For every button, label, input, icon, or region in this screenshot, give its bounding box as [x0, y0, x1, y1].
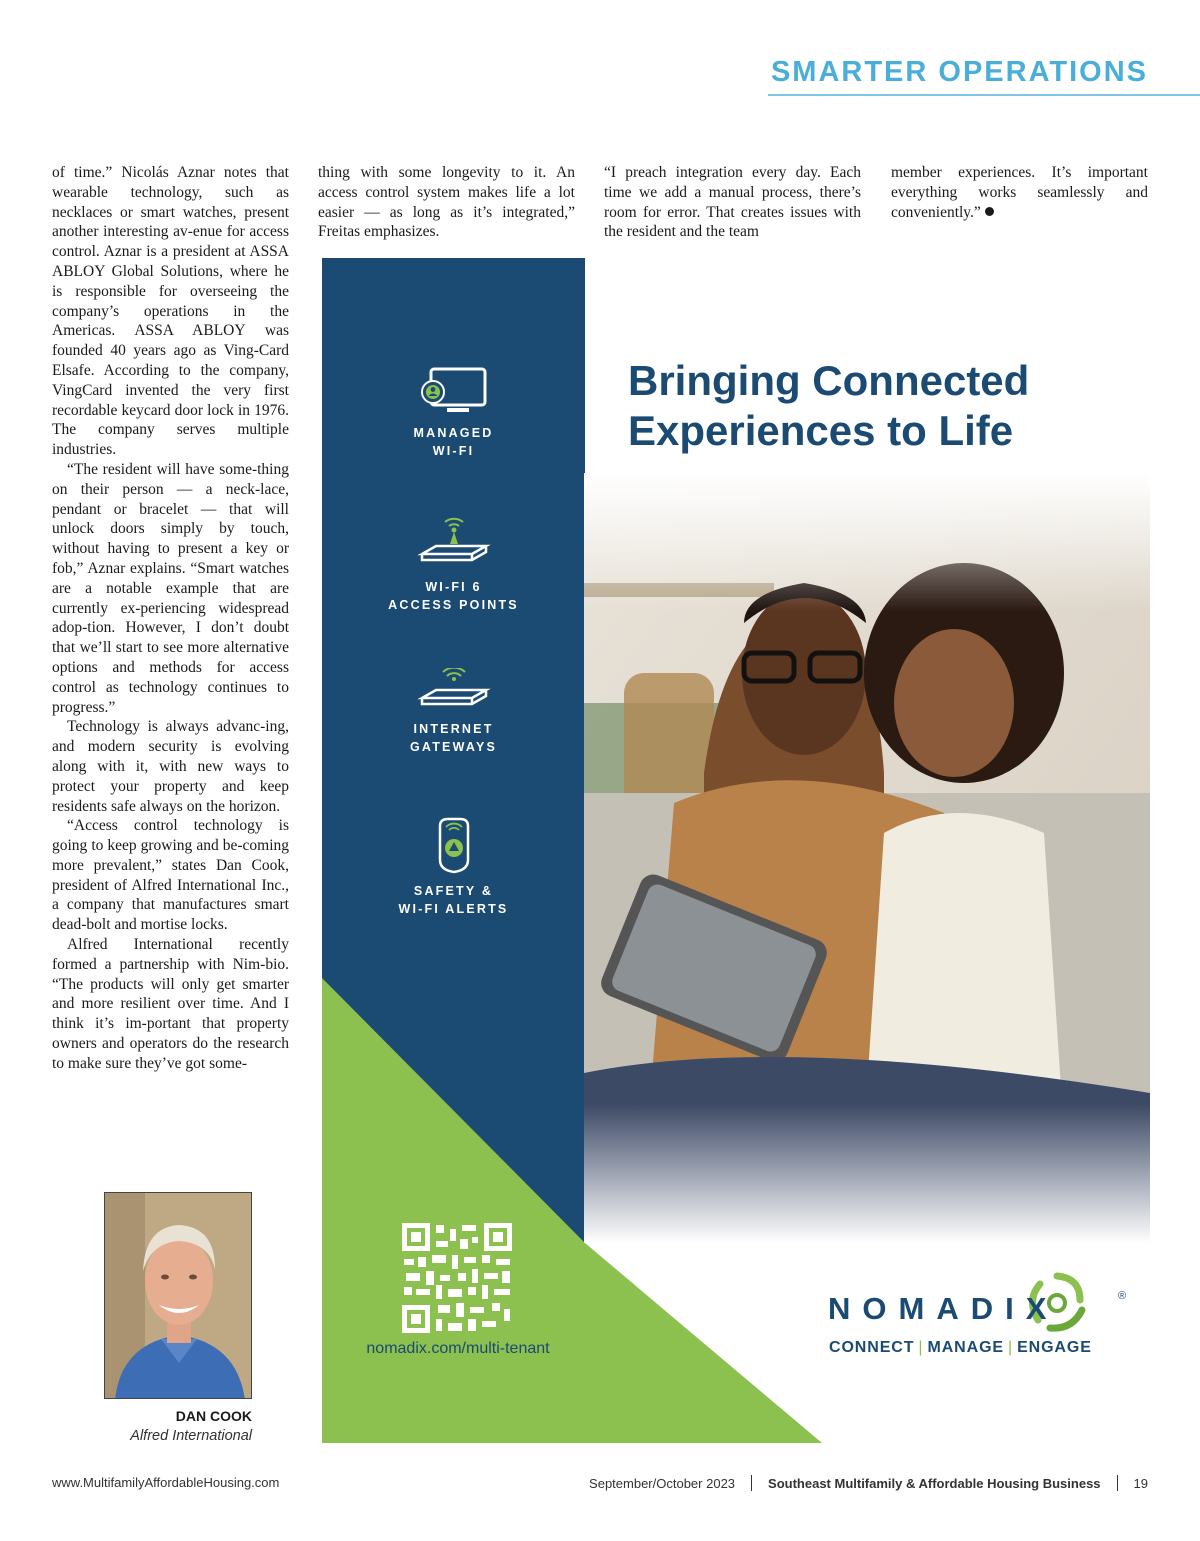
paragraph [891, 163, 1148, 222]
monitor-icon [419, 366, 489, 416]
paragraph-text: member experiences. It’s important everything works seamlessly and conveniently.” [891, 164, 1148, 221]
headline-line: Experiences to Life [628, 407, 1014, 454]
tagline-separator: | [1008, 1339, 1014, 1356]
photo-caption-name: DAN COOK [175, 1408, 252, 1424]
paragraph: “The resident will have some-thing on their person — a neck-lace, pendant or bracelet — that will unlock doors simply by touch, without having to present a key or fob,” Aznar explains. “Smart watches are a notable example that are currently ex-periencing widespread adop-tion. However, I don’t doubt that we’ll start to see more alternative options and methods for access control as technology continues to progress.” [52, 460, 289, 716]
feature-label: WI-FI 6 [425, 580, 482, 594]
feature-label: WI-FI ALERTS [398, 902, 509, 916]
footer-issue: September/October 2023 [589, 1475, 736, 1491]
family-tablet-photo [584, 473, 1150, 1243]
ad-tagline [829, 1339, 1092, 1357]
tagline-word: MANAGE [927, 1339, 1004, 1356]
ad-url-link[interactable]: nomadix.com/multi-tenant [366, 1340, 550, 1357]
ad-headline [628, 356, 1148, 456]
tagline-word: CONNECT [829, 1339, 915, 1356]
headline-line: Bringing Connected [628, 357, 1030, 404]
section-rule [768, 94, 1200, 96]
portrait-photo [104, 1192, 252, 1399]
registered-mark: ® [1118, 1290, 1127, 1302]
article-column-4 [891, 163, 1148, 222]
feature-managed-wifi [322, 366, 585, 460]
footer-divider [1117, 1475, 1118, 1491]
nomadix-advertisement [322, 258, 1150, 1443]
article-column-2 [318, 163, 575, 242]
footer-page-number: 19 [1133, 1475, 1148, 1491]
article-column-1 [52, 163, 289, 1074]
feature-label: SAFETY & [413, 884, 494, 898]
end-mark-icon [985, 207, 994, 216]
article-column-3 [604, 163, 861, 242]
paragraph: “I preach integration every day. Each time we add a manual process, there’s room for error. That creates issues with the resident and the team [604, 164, 861, 241]
paragraph: “Access control technology is going to keep growing and be-coming more prevalent,” states Dan Cook, president of Alfred International Inc., a company that manufactures smart dead-bolt and mortise locks. [52, 817, 289, 934]
paragraph: of time.” Nicolás Aznar notes that wearable technology, such as necklaces or smart watches, present another interesting av-enue for access control. Aznar is a president at ASSA ABLOY Global Solutions, where he is responsible for overseeing the company’s operations in the Americas. ASSA ABLOY was founded 40 years ago as Ving-Card Elsafe. According to the company, VingCard invented the very first recordable keycard door lock in 1976. The company serves multiple industries. [52, 164, 289, 459]
feature-label: MANAGED [413, 426, 494, 440]
footer-publication: Southeast Multifamily & Affordable Housing Business [768, 1475, 1101, 1491]
tagline-separator: | [918, 1339, 924, 1356]
tagline-word: ENGAGE [1017, 1339, 1092, 1356]
footer-website[interactable]: www.MultifamilyAffordableHousing.com [52, 1475, 280, 1490]
feature-safety-alerts [322, 816, 585, 918]
feature-internet-gateways [322, 668, 585, 756]
section-header: SMARTER OPERATIONS [770, 56, 1148, 88]
paragraph: thing with some longevity to it. An access control system makes life a lot easier — as long as it’s integrated,” Freitas emphasizes. [318, 164, 575, 241]
gateway-icon [416, 668, 492, 712]
feature-label: GATEWAYS [409, 740, 498, 754]
photo-caption-organization: Alfred International [130, 1428, 252, 1444]
feature-label: INTERNET [413, 722, 494, 736]
paragraph: Technology is always advanc-ing, and modern security is evolving along with it, with new ways to protect your property and keep residents safe always on the horizon. [52, 718, 289, 815]
feature-label: WI-FI [432, 444, 475, 458]
footer-info [589, 1475, 1148, 1491]
alert-icon [434, 816, 474, 874]
footer-divider [751, 1475, 752, 1491]
nomadix-brand-name: NOMADIX [828, 1291, 1059, 1326]
qr-code[interactable] [402, 1223, 512, 1333]
access-point-icon [416, 514, 492, 570]
feature-wifi6-access-points [322, 514, 585, 614]
paragraph: Alfred International recently formed a partnership with Nim-bio. “The products will only get smarter and more resilient over time. And I think it’s im-portant that property owners and operators do the research to make sure they’ve got some- [52, 936, 289, 1072]
feature-label: ACCESS POINTS [388, 598, 519, 612]
